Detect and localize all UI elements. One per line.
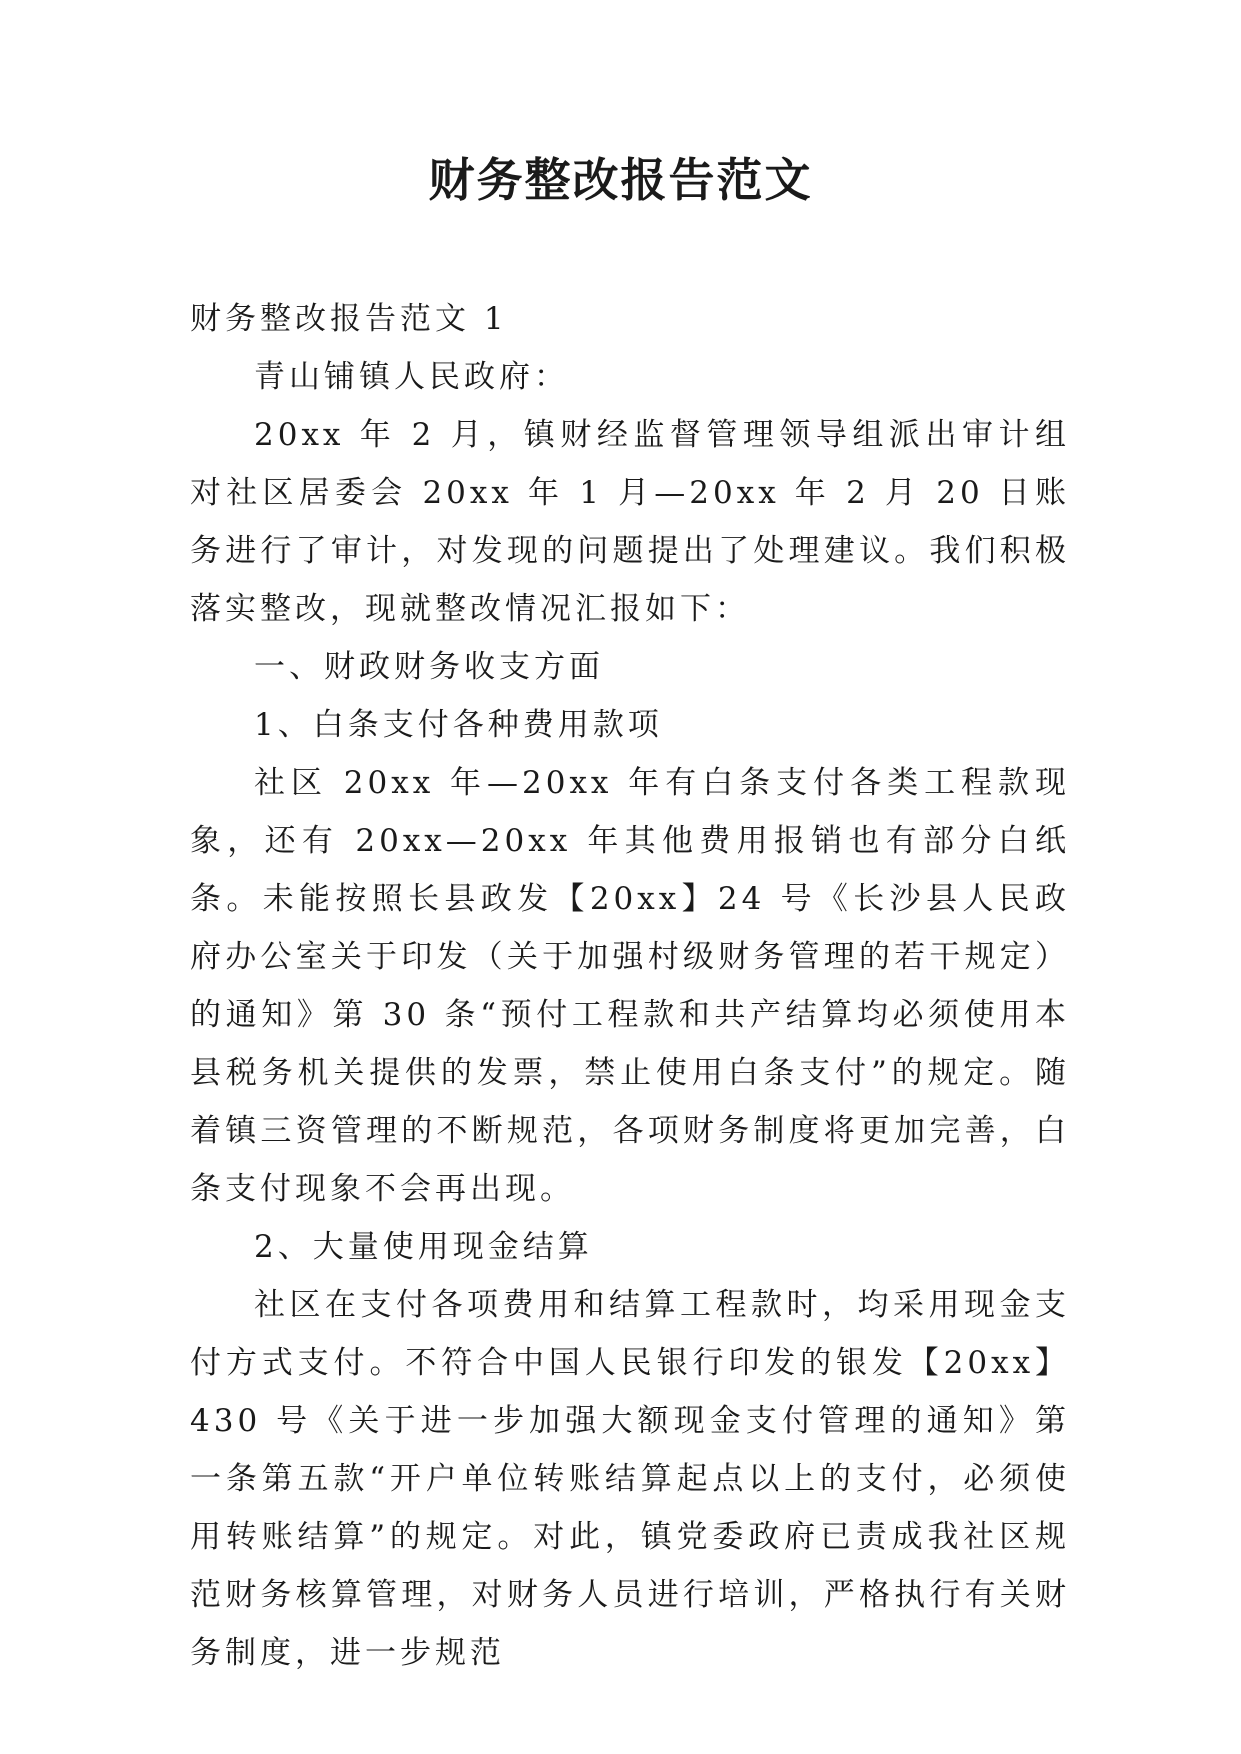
- section-heading: 财务整改报告范文 1: [190, 301, 508, 337]
- paragraph-intro: 20xx 年 2 月，镇财经监督管理领导组派出审计组对社区居委会 20xx 年 1 月—20xx 年 2 月 20 日账务进行了审计，对发现的问题提出了处理建议。我们积极落实整改，现就整改情况汇报如下：: [190, 417, 1070, 627]
- heading-fiscal-income-expenditure: 一、财政财务收支方面: [254, 649, 604, 685]
- document-body: [190, 290, 1070, 1682]
- addressee: 青山铺镇人民政府：: [254, 359, 569, 395]
- paragraph-cash-settlement: 社区在支付各项费用和结算工程款时，均采用现金支付方式支付。不符合中国人民银行印发的银发【20xx】430 号《关于进一步加强大额现金支付管理的通知》第一条第五款“开户单位转账结算起点以上的支付，必须使用转账结算”的规定。对此，镇党委政府已责成我社区规范财务核算管理，对财务人员进行培训，严格执行有关财务制度，进一步规范: [190, 1287, 1070, 1671]
- subheading-white-slip-payments: 1、白条支付各种费用款项: [254, 707, 663, 743]
- paragraph-white-slip-payments: 社区 20xx 年—20xx 年有白条支付各类工程款现象，还有 20xx—20xx 年其他费用报销也有部分白纸条。未能按照长县政发【20xx】24 号《长沙县人民政府办公室关于印发（关于加强村级财务管理的若干规定）的通知》第 30 条“预付工程款和共产结算均必须使用本县税务机关提供的发票，禁止使用白条支付”的规定。随着镇三资管理的不断规范，各项财务制度将更加完善，白条支付现象不会再出现。: [190, 765, 1070, 1207]
- document-title: 财务整改报告范文: [428, 153, 813, 207]
- subheading-cash-settlement: 2、大量使用现金结算: [254, 1229, 593, 1265]
